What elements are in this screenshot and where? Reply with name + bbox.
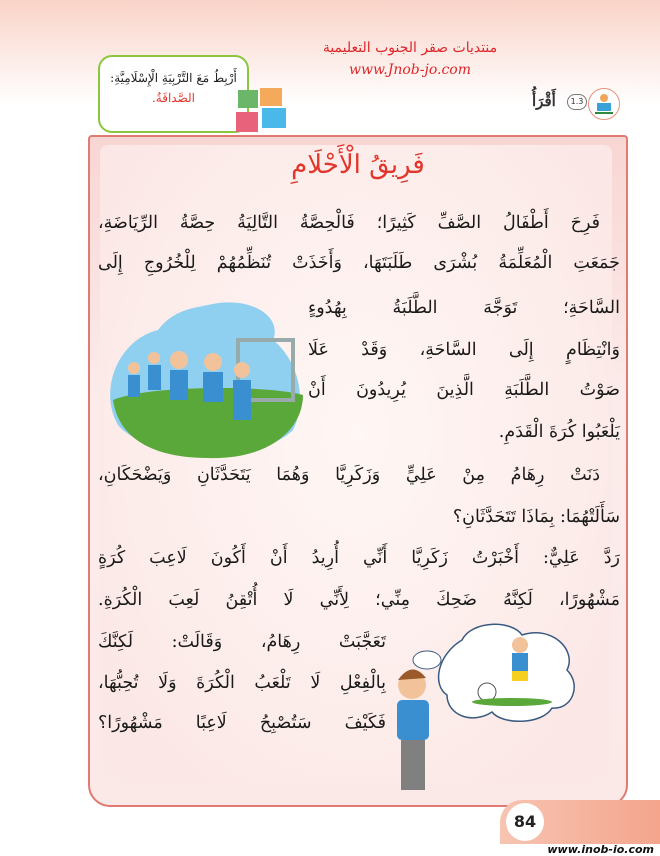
watermark-url: www.Jnob-jo.com	[348, 62, 471, 78]
story-title: فَرِيقُ الْأَحْلَامِ	[291, 150, 425, 180]
page-number: 84	[506, 803, 544, 841]
section-label: أَقْرَأُ	[532, 92, 556, 110]
story-line: رَدَّ عَلِيٌّ: أَخْبَرْتُ زَكَرِيَّا أَنِّي أُرِيدُ أَنْ أَكُونَ لَاعِبَ كُرَةٍ	[98, 548, 620, 568]
watermark-title: منتديات صقر الجنوب التعليمية	[322, 40, 498, 56]
story-line: دَنَتْ رِهَامُ مِنْ عَلِيٍّ وَزَكَرِيَّا وَهُمَا يَتَحَدَّثَانِ وَيَضْحَكَانِ،	[98, 465, 600, 485]
story-line: صَوْتُ الطَّلَبَةِ الَّذِينَ يُرِيدُونَ أَنْ	[308, 380, 620, 400]
story-line: السَّاحَةِ؛ تَوَجَّهَ الطَّلَبَةُ بِهُدُوءٍ	[308, 298, 620, 318]
story-line: بِالْفِعْلِ لَا تَلْعَبُ الْكُرَةَ وَلَا تُحِبُّهَا،	[98, 673, 386, 693]
story-line: فَكَيْفَ سَتُصْبِحُ لَاعِبًا مَشْهُورًا؟	[98, 713, 386, 733]
story-line: فَرِحَ أَطْفَالُ الصَّفِّ كَثِيرًا؛ فَالْحِصَّةُ التَّالِيَةُ حِصَّةُ الرِّيَاضَةِ،	[98, 213, 600, 233]
schoolyard-illustration	[108, 300, 308, 460]
story-line: يَلْعَبُوا كُرَةَ الْقَدَمِ.	[498, 422, 620, 442]
daydream-illustration	[392, 620, 582, 805]
story-line: تَعَجَّبَتْ رِهَامُ، وَقَالَتْ: لَكِنَّكَ	[98, 632, 386, 652]
story-line: سَأَلَتْهُمَا: بِمَاذَا تَتَحَدَّثَانِ؟	[452, 507, 620, 527]
islamic-education-link-box	[98, 55, 249, 133]
story-line: مَشْهُورًا، لَكِنَّهُ ضَحِكَ مِنِّي؛ لِأَنِّي لَا أُتْقِنُ لَعِبَ الْكُرَةِ.	[98, 590, 620, 610]
reading-child-icon	[588, 88, 620, 120]
story-line: وَانْتِظَامٍ إِلَى السَّاحَةِ، وَقَدْ عَلَا	[308, 340, 620, 360]
story-line: جَمَعَتِ الْمُعَلِّمَةُ بُشْرَى طَلَبَتَهَا، وَأَخَذَتْ تُنَظِّمُهُمْ لِلْخُرُوجِ إِلَى	[98, 253, 620, 273]
link-label: أَرْبِطُ مَعَ التَّرْبِيَةِ الْإِسْلَامِيَّةِ:	[110, 71, 237, 85]
puzzle-icon	[236, 88, 288, 132]
link-topic: الصَّداقَةُ.	[151, 91, 195, 105]
footer-url: www.inob-io.com	[547, 843, 654, 856]
section-badge: 1.3	[567, 94, 587, 110]
